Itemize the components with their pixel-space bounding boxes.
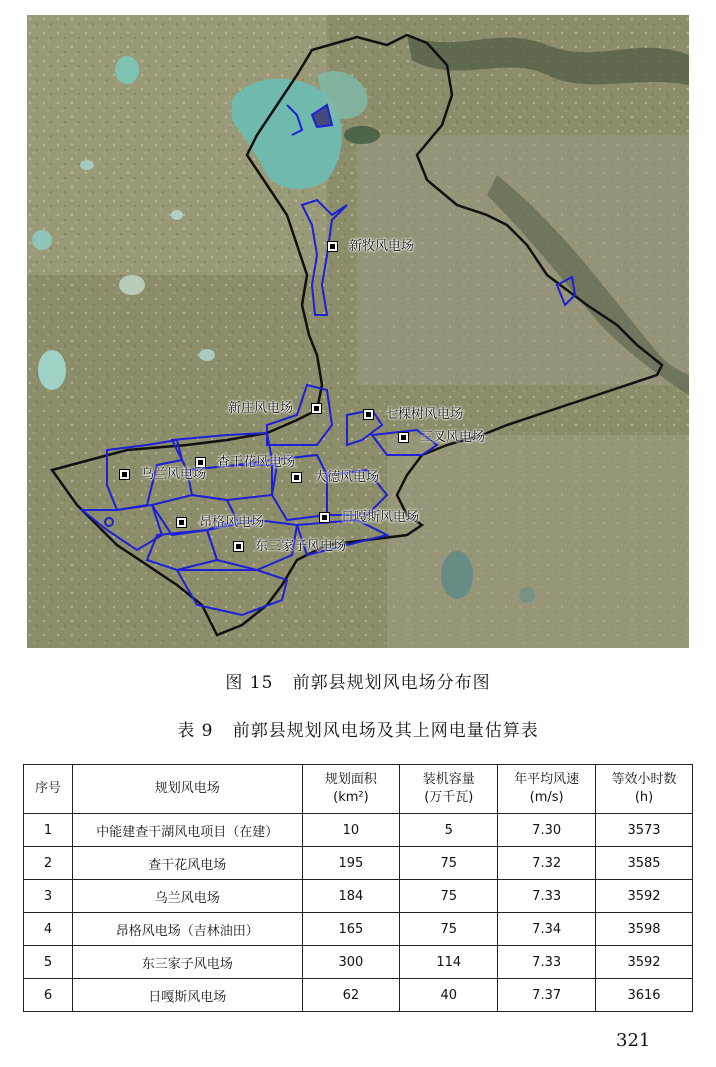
page-number: 321 xyxy=(616,1030,651,1051)
cell-name: 东三家子风电场 xyxy=(72,946,302,979)
table-row xyxy=(24,880,693,913)
cell-no: 6 xyxy=(24,979,73,1012)
cell-speed: 7.33 xyxy=(498,880,596,913)
cell-area: 165 xyxy=(302,913,400,946)
header-capacity: 装机容量 (万千瓦) xyxy=(400,765,498,814)
wind-farm-marker xyxy=(176,517,187,528)
wind-farm-label-dade: 大德风电场 xyxy=(314,470,380,485)
cell-hours: 3598 xyxy=(596,913,693,946)
wind-farm-label-xinmu: 新牧风电场 xyxy=(349,239,415,254)
wind-farm-marker xyxy=(319,512,330,523)
wind-farm-marker xyxy=(291,472,302,483)
cell-hours: 3616 xyxy=(596,979,693,1012)
cell-no: 3 xyxy=(24,880,73,913)
header-name: 规划风电场 xyxy=(72,765,302,814)
cell-no: 5 xyxy=(24,946,73,979)
table-header-row xyxy=(24,765,693,814)
wind-farm-marker xyxy=(233,541,244,552)
cell-capacity: 114 xyxy=(400,946,498,979)
cell-name: 中能建查干湖风电项目（在建） xyxy=(72,814,302,847)
cell-name: 昂格风电场（吉林油田） xyxy=(72,913,302,946)
wind-farm-label-wulan: 乌兰风电场 xyxy=(141,467,207,482)
wind-farm-marker xyxy=(119,469,130,480)
table-row xyxy=(24,979,693,1012)
cell-speed: 7.30 xyxy=(498,814,596,847)
wind-farm-marker xyxy=(327,241,338,252)
cell-hours: 3592 xyxy=(596,946,693,979)
table-row xyxy=(24,913,693,946)
cell-capacity: 75 xyxy=(400,847,498,880)
cell-area: 300 xyxy=(302,946,400,979)
cell-no: 2 xyxy=(24,847,73,880)
figure-caption: 图 15 前郭县规划风电场分布图 xyxy=(225,673,491,693)
cell-speed: 7.33 xyxy=(498,946,596,979)
wind-farm-label-angge: 昂格风电场 xyxy=(199,515,265,530)
wind-farm-marker xyxy=(363,409,374,420)
header-area: 规划面积 (km²) xyxy=(302,765,400,814)
cell-capacity: 5 xyxy=(400,814,498,847)
cell-speed: 7.32 xyxy=(498,847,596,880)
wind-farm-marker xyxy=(398,432,409,443)
cell-hours: 3592 xyxy=(596,880,693,913)
table-row xyxy=(24,847,693,880)
wind-farm-label-rigasi: 日嘎斯风电场 xyxy=(341,510,420,525)
satellite-map-svg xyxy=(27,15,689,648)
cell-hours: 3585 xyxy=(596,847,693,880)
cell-name: 乌兰风电场 xyxy=(72,880,302,913)
cell-no: 4 xyxy=(24,913,73,946)
wind-farm-label-dongsanjiazi: 东三家子风电场 xyxy=(255,539,347,554)
wind-farm-label-qikeshu: 七棵树风电场 xyxy=(385,407,464,422)
cell-capacity: 40 xyxy=(400,979,498,1012)
cell-name: 查干花风电场 xyxy=(72,847,302,880)
wind-farm-label-xinzhuang: 新庄风电场 xyxy=(228,401,294,416)
wind-farm-map xyxy=(27,15,689,648)
cell-speed: 7.34 xyxy=(498,913,596,946)
wind-farm-label-sancha: 三叉风电场 xyxy=(420,430,486,445)
cell-area: 184 xyxy=(302,880,400,913)
cell-capacity: 75 xyxy=(400,913,498,946)
cell-area: 10 xyxy=(302,814,400,847)
cell-name: 日嘎斯风电场 xyxy=(72,979,302,1012)
wind-farm-table xyxy=(23,764,693,1012)
cell-area: 62 xyxy=(302,979,400,1012)
table-caption: 表 9 前郭县规划风电场及其上网电量估算表 xyxy=(177,721,539,741)
header-hours: 等效小时数 (h) xyxy=(596,765,693,814)
cell-speed: 7.37 xyxy=(498,979,596,1012)
cell-capacity: 75 xyxy=(400,880,498,913)
header-speed: 年平均风速 (m/s) xyxy=(498,765,596,814)
cell-hours: 3573 xyxy=(596,814,693,847)
cell-no: 1 xyxy=(24,814,73,847)
header-no: 序号 xyxy=(24,765,73,814)
table-row xyxy=(24,814,693,847)
wind-farm-label-chaganhua: 查干花风电场 xyxy=(217,455,296,470)
table-row xyxy=(24,946,693,979)
wind-farm-marker xyxy=(311,403,322,414)
cell-area: 195 xyxy=(302,847,400,880)
